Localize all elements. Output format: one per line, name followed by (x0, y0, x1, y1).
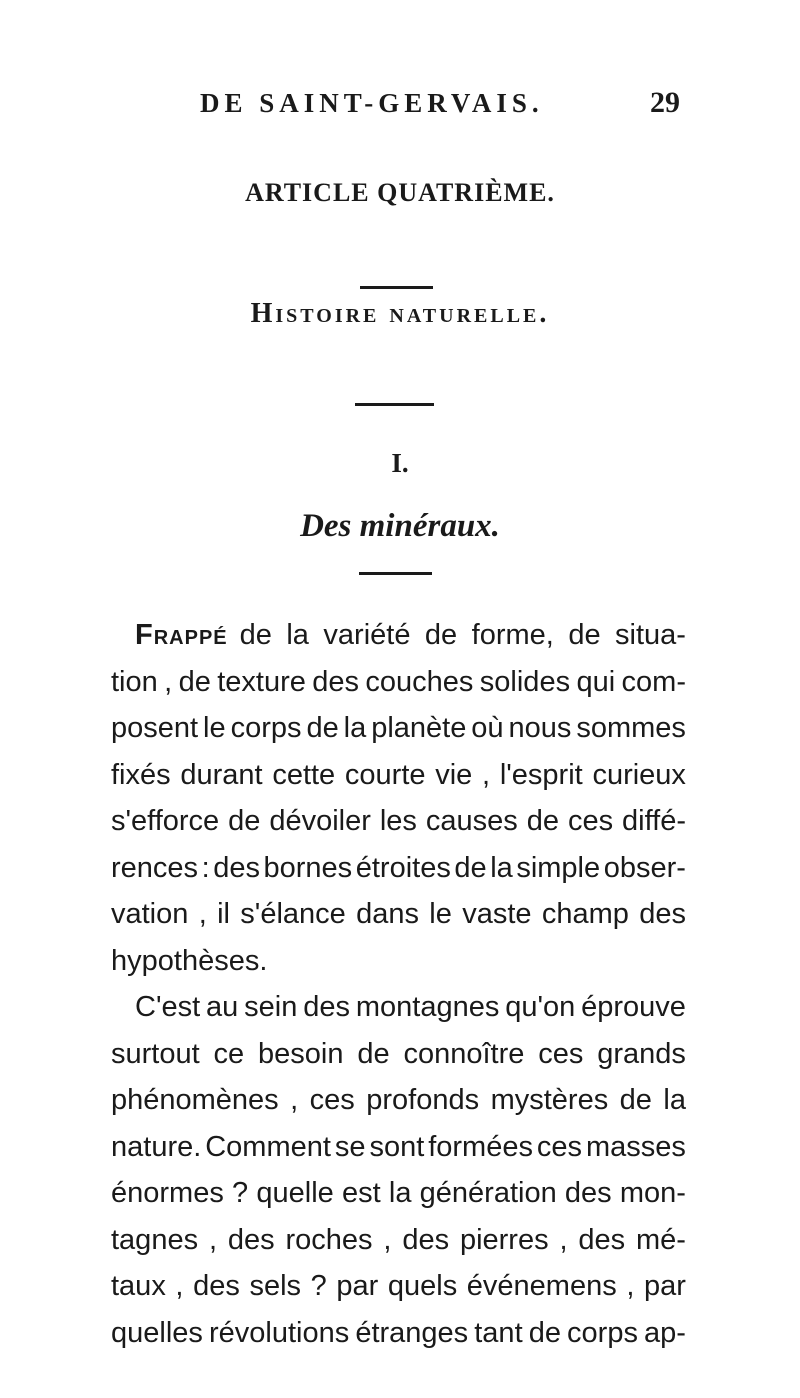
word: de (228, 805, 261, 837)
text-line (111, 845, 686, 892)
word: planète (371, 712, 467, 744)
word: C'est (135, 991, 201, 1023)
word: tant (474, 1316, 523, 1349)
word: qui (576, 665, 616, 698)
word: la (388, 1177, 412, 1209)
word: simple (516, 851, 601, 884)
word: formées (428, 1130, 533, 1163)
word: , (208, 1223, 217, 1256)
word: nature. (111, 1130, 202, 1163)
word: , (626, 1270, 635, 1302)
word: , (198, 898, 207, 930)
word: des (303, 991, 350, 1023)
word: ? (310, 1270, 327, 1302)
word: ap- (644, 1316, 686, 1349)
word: l'esprit (499, 758, 583, 791)
lead-word: Frappé (135, 619, 228, 651)
word: tion (111, 665, 158, 698)
word: : (201, 851, 210, 884)
word: Comment (205, 1130, 331, 1163)
body-text (111, 612, 686, 1356)
word: des (578, 1223, 626, 1256)
word: quelle (256, 1177, 334, 1209)
word: , (175, 1270, 184, 1302)
text-line (111, 1263, 686, 1310)
word: le (203, 712, 226, 744)
word: corps (567, 1316, 638, 1349)
word: , (482, 758, 491, 791)
word: événemens (466, 1270, 617, 1302)
word: des (213, 851, 260, 884)
word: par (336, 1270, 379, 1302)
word: masses (586, 1130, 686, 1163)
word: pierres (459, 1223, 549, 1256)
word: des (564, 1177, 612, 1209)
text-line (111, 612, 686, 659)
word: génération (419, 1177, 557, 1209)
word: ces (538, 1037, 584, 1070)
word: ces (309, 1084, 355, 1116)
word: les (379, 805, 417, 837)
word: de (454, 851, 487, 884)
word: courte (344, 758, 426, 791)
word: de (568, 619, 601, 651)
word: , (164, 665, 173, 698)
word: sein (244, 991, 298, 1023)
text-line (111, 798, 686, 845)
text-line (111, 1124, 686, 1171)
text-line: hypothèses. (111, 944, 268, 977)
word: forme, (471, 619, 554, 651)
word: nous (508, 712, 572, 744)
word: mé- (636, 1223, 686, 1256)
word: taux (111, 1270, 166, 1302)
word: corps (230, 712, 302, 744)
word: ce (213, 1037, 245, 1070)
word: étroites (355, 851, 451, 884)
paragraph-2 (111, 984, 686, 1356)
word: rences (111, 851, 199, 884)
running-head: DE SAINT-GERVAIS. (200, 88, 544, 118)
word: où (471, 712, 504, 744)
word: , (383, 1223, 392, 1256)
word: curieux (592, 758, 686, 791)
text-line (111, 1170, 686, 1217)
word: s'efforce (111, 805, 220, 837)
word: la (343, 712, 367, 744)
word: cette (272, 758, 336, 791)
word: la (286, 619, 309, 651)
text-line-rest (240, 612, 686, 659)
word: diffé- (622, 805, 686, 837)
word: connoître (403, 1037, 525, 1070)
word: de (526, 805, 559, 837)
page-number: 29 (650, 86, 680, 119)
divider-rule (355, 403, 434, 406)
divider-rule (359, 572, 432, 575)
word: ces (536, 1130, 583, 1163)
word: champ (541, 898, 629, 930)
word: situa- (615, 619, 686, 651)
word: la (663, 1084, 686, 1116)
word: de (528, 1316, 561, 1349)
word: de (239, 619, 272, 651)
word: vie (435, 758, 473, 791)
word: étranges (355, 1316, 469, 1349)
word: des (227, 1223, 275, 1256)
word: durant (180, 758, 263, 791)
word: phénomènes (111, 1084, 279, 1116)
divider-rule (360, 286, 433, 289)
word: se (334, 1130, 366, 1163)
word: des (193, 1270, 240, 1302)
word: profonds (366, 1084, 480, 1116)
word: couches (365, 665, 474, 698)
word: il (217, 898, 230, 930)
text-line (111, 659, 686, 706)
word: par (643, 1270, 686, 1302)
word: de (619, 1084, 652, 1116)
word: des (312, 665, 360, 698)
word: de (306, 712, 339, 744)
text-line (111, 1217, 686, 1264)
word: quelles (111, 1316, 203, 1349)
word: s'élance (240, 898, 346, 930)
word: des (639, 898, 686, 930)
word: solides (479, 665, 571, 698)
word: obser- (603, 851, 686, 884)
section-subtitle: Des minéraux. (300, 508, 500, 544)
word: besoin (258, 1037, 344, 1070)
word: de (424, 619, 458, 651)
word: ? (232, 1177, 249, 1209)
word: qu'on (505, 991, 576, 1023)
word: des (402, 1223, 450, 1256)
word: bornes (263, 851, 353, 884)
word: causes (425, 805, 518, 837)
article-title: ARTICLE QUATRIÈME. (245, 178, 555, 207)
paragraph-1 (111, 612, 686, 984)
word: com- (621, 665, 686, 698)
word: le (429, 898, 452, 930)
word: montagnes (355, 991, 500, 1023)
text-line (111, 1031, 686, 1078)
word: posent (111, 712, 199, 744)
word: au (206, 991, 239, 1023)
word: dévoiler (269, 805, 371, 837)
word: la (490, 851, 513, 884)
word: de (357, 1037, 390, 1070)
text-line (111, 705, 686, 752)
word: ces (567, 805, 614, 837)
word: énormes (111, 1177, 224, 1209)
word: , (290, 1084, 299, 1116)
word: vation (111, 898, 189, 930)
word: sels (249, 1270, 302, 1302)
word: surtout (111, 1037, 200, 1070)
word: mon- (619, 1177, 686, 1209)
word: variété (323, 619, 411, 651)
word: , (559, 1223, 568, 1256)
text-line (111, 891, 686, 938)
text-line (111, 1310, 686, 1357)
text-line (111, 984, 686, 1031)
word: fixés (111, 758, 171, 791)
text-line (111, 1077, 686, 1124)
word: éprouve (581, 991, 686, 1023)
word: sommes (576, 712, 686, 744)
word: dans (356, 898, 419, 930)
word: quels (387, 1270, 458, 1302)
word: est (341, 1177, 381, 1209)
section-title: Histoire naturelle. (250, 298, 550, 329)
word: sont (369, 1130, 425, 1163)
word: roches (285, 1223, 373, 1256)
word: vaste (462, 898, 532, 930)
word: mystères (490, 1084, 609, 1116)
word: révolutions (208, 1316, 350, 1349)
text-line (111, 752, 686, 799)
word: de (178, 665, 211, 698)
word: grands (597, 1037, 686, 1070)
word: texture (217, 665, 306, 698)
section-number: I. (391, 448, 409, 478)
word: tagnes (111, 1223, 199, 1256)
